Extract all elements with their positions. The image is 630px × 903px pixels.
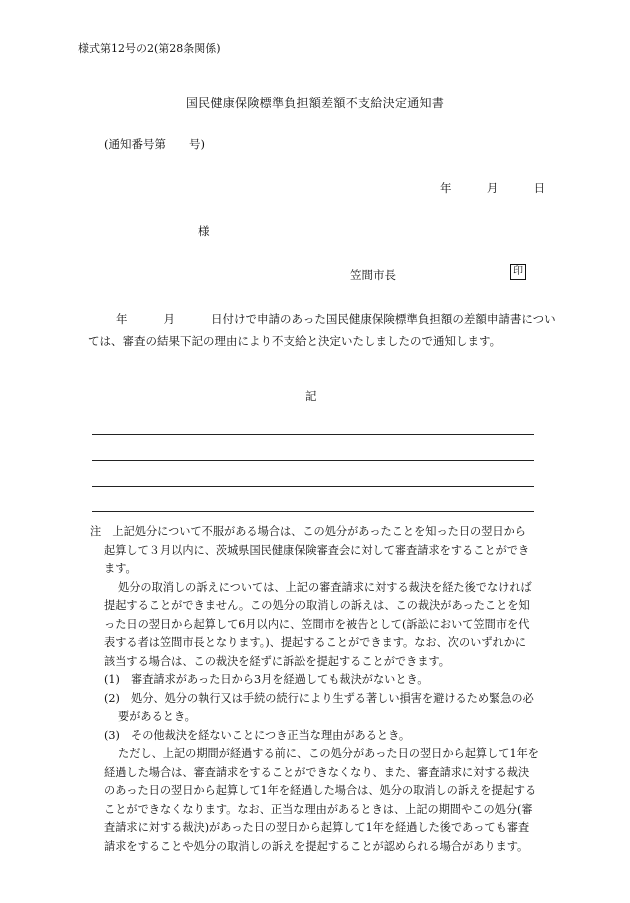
date-year: 年 <box>440 181 452 195</box>
body-line-1 <box>88 308 556 330</box>
note-line: のあった日の翌日から起算して1年を経過した場合は、処分の取消しの訴えを提起する <box>104 784 537 797</box>
seal-mark: 印 <box>510 264 526 280</box>
reason-line <box>92 460 534 461</box>
note-line: (1) 審査請求があった日から3月を経過しても裁決がないとき。 <box>104 673 429 686</box>
note-line: (2) 処分、処分の執行又は手続の続行により生ずる著しい損害を避けるため緊急の必 <box>104 691 534 705</box>
note-line: 該当する場合は、この裁決を経ずに訴訟を提起することができます。 <box>104 654 450 668</box>
note-line: 処分の取消しの訴えについては、上記の審査請求に対する裁決を経た後でなければ <box>118 580 532 594</box>
notes-section <box>90 523 550 856</box>
notice-number: (通知番号第 号) <box>104 137 205 151</box>
note-line: 表する者は笠間市長となります。)、提起することができます。なお、次のいずれかに <box>104 636 527 649</box>
note-line: った日の翌日から起算して6月以内に、笠間市を被告として(訴訟において笠間市を代 <box>104 617 530 631</box>
form-number: 様式第12号の2(第28条関係) <box>78 42 221 55</box>
ki-heading: 記 <box>305 389 317 403</box>
reason-line <box>92 434 534 435</box>
reason-line <box>92 486 534 487</box>
note-line: 請求をすることや処分の取消しの訴えを提起することが認められる場合があります。 <box>104 839 529 853</box>
date-month: 月 <box>486 181 499 195</box>
note-line: 経過した場合は、審査請求をすることができなくなり、また、審査請求に対する裁決 <box>104 765 530 779</box>
note-line: ことができなくなります。なお、正当な理由があるときは、上記の期間やこの処分(審 <box>104 802 533 816</box>
note-line: 注 上記処分について不服がある場合は、この処分があったことを知った日の翌日から <box>90 525 526 538</box>
date-day: 日 <box>533 181 546 195</box>
body-line-2: ては、審査の結果下記の理由により不支給と決定いたしましたので通知します。 <box>88 334 502 348</box>
date-line <box>440 180 545 196</box>
body-day-text: 日付けで申請のあった国民健康保険標準負担額の差額申請書につい <box>211 312 556 326</box>
body-paragraph <box>88 308 556 352</box>
note-line: (3) その他裁決を経ないことにつき正当な理由があるとき。 <box>104 728 411 742</box>
issuer-name: 笠間市長 <box>350 268 396 282</box>
note-line: 要があるとき。 <box>118 710 196 723</box>
note-line: 提起することができません。この処分の取消しの訴えは、この裁決があったことを知 <box>104 599 530 612</box>
note-line: ただし、上記の期間が経過する前に、この処分があった日の翌日から起算して1年を <box>118 747 539 760</box>
addressee-suffix: 様 <box>198 224 210 238</box>
body-year: 年 <box>116 312 128 326</box>
reason-line <box>92 511 534 512</box>
note-line: 査請求に対する裁決)があった日の翌日から起算して1年を経過した後であっても審査 <box>104 821 530 834</box>
note-line: ます。 <box>104 562 137 575</box>
document-title: 国民健康保険標準負担額差額不支給決定通知書 <box>185 96 445 110</box>
body-month: 月 <box>163 312 175 326</box>
note-line: 起算して３月以内に、茨城県国民健康保険審査会に対して審査請求をすることができ <box>104 543 530 557</box>
